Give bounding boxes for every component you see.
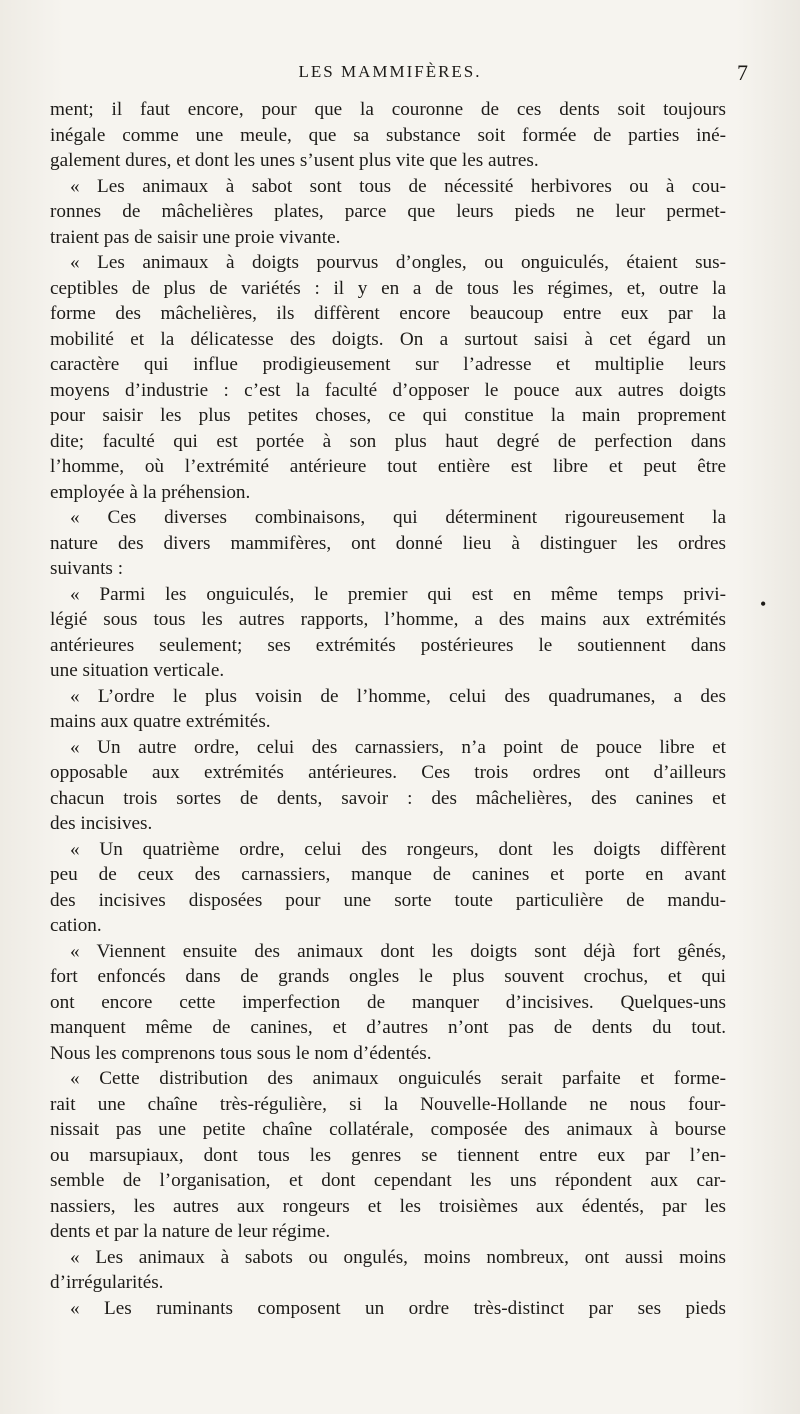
text-line: fort enfoncés dans de grands ongles le plus souvent crochus, et qui — [50, 966, 726, 987]
text-line: caractère qui influe prodigieusement sur l’adresse et multiplie leurs — [50, 354, 726, 375]
text-line: cation. — [50, 915, 102, 936]
text-line: galement dures, et dont les unes s’usent plus vite que les autres. — [50, 150, 539, 171]
text-line: antérieures seulement; ses extrémités postérieures le soutiennent dans — [50, 634, 726, 656]
text-line: dite; faculté qui est portée à son plus haut degré de perfection dans — [50, 430, 726, 452]
text-line: opposable aux extrémités antérieures. Ces trois ordres ont d’ailleurs — [50, 762, 726, 783]
text-line: inégale comme une meule, que sa substance soit formée de parties iné- — [50, 124, 726, 146]
text-line: « Les animaux à doigts pourvus d’ongles, ou onguiculés, étaient sus- — [70, 252, 726, 273]
page-number: 7 — [737, 60, 748, 85]
margin-mark: • — [760, 594, 767, 614]
text-line: nature des divers mammifères, ont donné lieu à distinguer les ordres — [50, 532, 726, 554]
text-line: employée à la préhension. — [50, 481, 251, 503]
text-line: des incisives. — [50, 813, 153, 834]
text-line: ronnes de mâchelières plates, parce que leurs pieds ne leur permet- — [50, 201, 726, 222]
text-line: manquent même de canines, et d’autres n’ont pas de dents du tout. — [50, 1017, 726, 1038]
text-line: nassiers, les autres aux rongeurs et les troisièmes aux édentés, par les — [50, 1195, 726, 1217]
text-line: ont encore cette imperfection de manquer d’incisives. Quelques-uns — [50, 991, 726, 1013]
text-line: « Les animaux à sabot sont tous de nécessité herbivores ou à cou- — [70, 175, 726, 197]
text-line: d’irrégularités. — [50, 1272, 164, 1293]
text-line: mobilité et la délicatesse des doigts. On a surtout saisi à cet égard un — [50, 328, 726, 350]
text-line: l’homme, où l’extrémité antérieure tout entière est libre et peut être — [50, 456, 726, 477]
text-line: chacun trois sortes de dents, savoir : des mâchelières, des canines et — [50, 787, 726, 809]
text-line: « L’ordre le plus voisin de l’homme, celui des quadrumanes, a des — [70, 685, 726, 707]
text-line: pour saisir les plus petites choses, ce qui constitue la main proprement — [50, 405, 726, 426]
text-line: forme des mâchelières, ils diffèrent encore beaucoup entre eux par la — [50, 303, 726, 324]
text-line: « Ces diverses combinaisons, qui déterminent rigoureusement la — [70, 507, 726, 528]
text-line: légié sous tous les autres rapports, l’homme, a des mains aux extrémités — [50, 609, 726, 630]
text-line: Nous les comprenons tous sous le nom d’édentés. — [50, 1042, 432, 1064]
text-line: « Les animaux à sabots ou ongulés, moins nombreux, ont aussi moins — [70, 1246, 726, 1268]
text-line: « Un autre ordre, celui des carnassiers, n’a point de pouce libre et — [70, 736, 726, 758]
page-header — [50, 60, 748, 86]
running-title: LES MAMMIFÈRES. — [298, 62, 482, 81]
text-line: ceptibles de plus de variétés : il y en a de tous les régimes, et, outre la — [50, 277, 726, 299]
text-line: mains aux quatre extrémités. — [50, 711, 271, 732]
text-line: « Cette distribution des animaux onguiculés serait parfaite et forme- — [70, 1068, 726, 1089]
text-line: « Viennent ensuite des animaux dont les doigts sont déjà fort gênés, — [70, 940, 726, 962]
text-line: « Parmi les onguiculés, le premier qui est en même temps privi- — [70, 583, 726, 605]
text-line: semble de l’organisation, et dont cependant les uns répondent aux car- — [50, 1170, 726, 1191]
body-text — [50, 97, 726, 1321]
text-line: « Les ruminants composent un ordre très-distinct par ses pieds — [70, 1297, 726, 1319]
text-line: moyens d’industrie : c’est la faculté d’opposer le pouce aux autres doigts — [50, 379, 726, 401]
text-line: traient pas de saisir une proie vivante. — [50, 226, 341, 248]
text-line: une situation verticale. — [50, 660, 225, 681]
text-line: ment; il faut encore, pour que la couronne de ces dents soit toujours — [50, 99, 726, 120]
text-line: dents et par la nature de leur régime. — [50, 1221, 331, 1242]
text-line: suivants : — [50, 558, 124, 579]
text-line: « Un quatrième ordre, celui des rongeurs, dont les doigts diffèrent — [70, 838, 726, 860]
text-line: rait une chaîne très-régulière, si la Nouvelle-Hollande ne nous four- — [50, 1093, 726, 1115]
text-line: peu de ceux des carnassiers, manque de canines et porte en avant — [50, 864, 726, 885]
text-line: ou marsupiaux, dont tous les genres se tiennent entre eux par l’en- — [50, 1144, 726, 1166]
text-line: des incisives disposées pour une sorte toute particulière de mandu- — [50, 889, 726, 911]
text-line: nissait pas une petite chaîne collatérale, composée des animaux à bourse — [50, 1119, 726, 1140]
